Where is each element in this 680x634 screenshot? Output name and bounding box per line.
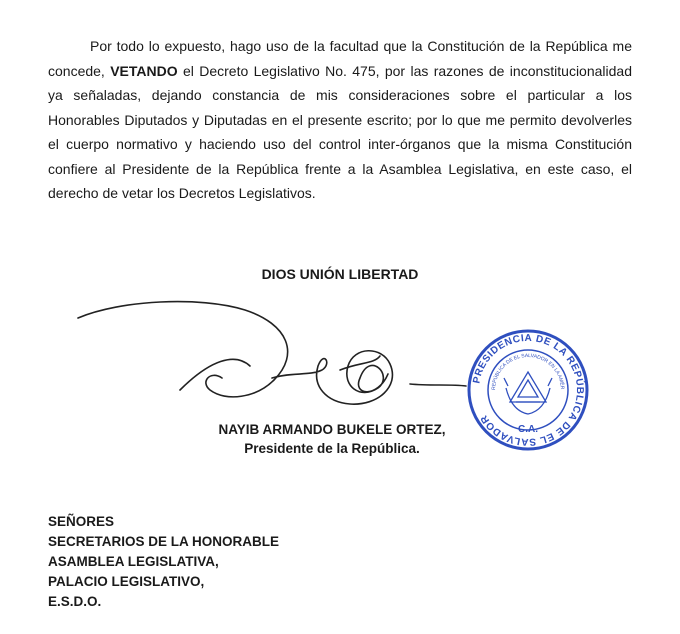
paragraph-emphasis: VETANDO xyxy=(110,62,178,79)
addressee-line-3: ASAMBLEA LEGISLATIVA, xyxy=(48,554,219,569)
addressee-line-2: SECRETARIOS DE LA HONORABLE xyxy=(48,534,280,549)
addressee-line-1: SEÑORES xyxy=(48,514,115,529)
handwritten-signature xyxy=(60,290,470,420)
seal-inner-text: REPÚBLICA DE EL SALVADOR EN LA AMÉR xyxy=(490,352,566,391)
seal-ca-text: C.A. xyxy=(518,424,538,435)
presidential-seal xyxy=(466,328,590,452)
paragraph-text-2: el Decreto Legislativo No. 475, por las razones de inconstitucionalidad ya señaladas, dejando constancia de mis consideraciones sobre el particular a los Honorables Diputados y Diputadas en el presente escrito; por lo que me permito devolverles el cuerpo normativo y haciendo uso del control inter-órganos que la misma Constitución confiere al Presidente de la República frente a la Asamblea Legislativa, en este caso, el derecho de vetar los Decretos Legislativos. xyxy=(48,62,632,201)
addressee-line-4: PALACIO LEGISLATIVO, xyxy=(48,574,205,589)
coat-of-arms-icon xyxy=(504,372,552,414)
paragraph-text-1: Por todo lo expuesto, hago uso de la facultad que la Constitución de la República me concede, xyxy=(48,38,632,79)
signer-title: Presidente de la República. xyxy=(244,441,420,456)
seal-outer-text: PRESIDENCIA DE LA REPÚBLICA DE EL SALVADOR xyxy=(471,332,586,448)
addressee-block xyxy=(48,512,279,612)
signer-name: NAYIB ARMANDO BUKELE ORTEZ, xyxy=(218,422,446,437)
body-paragraph xyxy=(48,34,632,206)
signer-block xyxy=(212,420,452,458)
addressee-line-5: E.S.D.O. xyxy=(48,594,102,609)
national-motto: DIOS UNIÓN LIBERTAD xyxy=(261,266,419,282)
